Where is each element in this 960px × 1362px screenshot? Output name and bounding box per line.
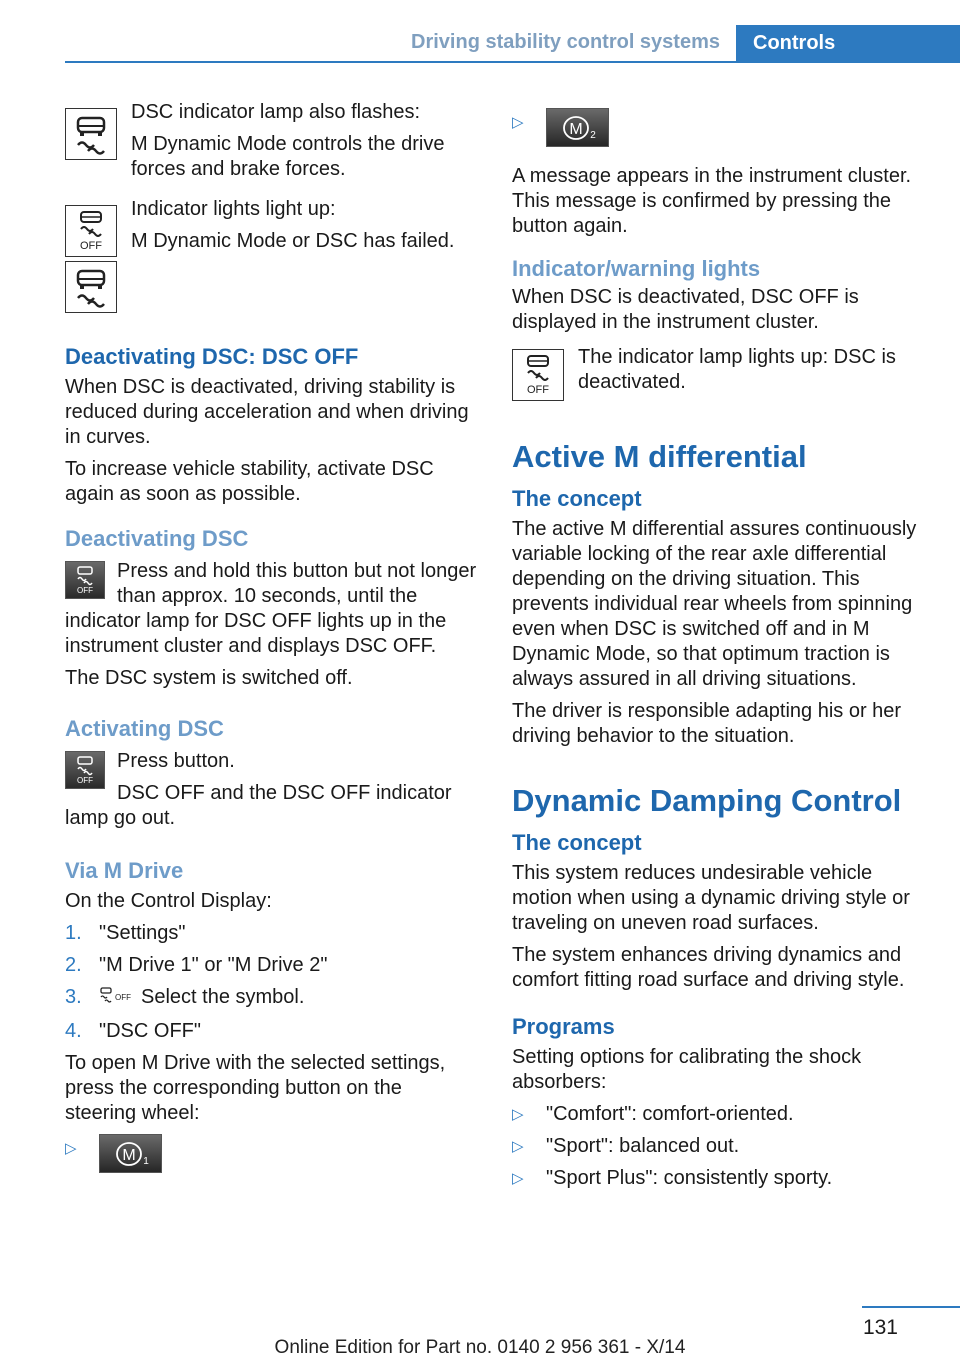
ddc-paragraph-2: The system enhances driving dynamics and comfort fitting road surface and driving style. [512,943,905,991]
m1-bullet [65,1134,478,1176]
dsc-off-button-icon [65,561,105,599]
message-paragraph: A message appears in the instrument cluster. This message is confirmed by pressing the button again. [512,164,912,237]
deact-sub-paragraph-2: The DSC system is switched off. [65,667,353,689]
svg-text:2: 2 [589,129,596,141]
m-drive-steps-list [65,921,478,1044]
m2-button-icon [546,108,609,147]
active-m-differential-heading: Active M differential [512,438,807,474]
deact-sub-paragraph-1: Press and hold this button but not longer than approx. 10 seconds, until the indicator lamp for DSC OFF lights up in the instrument cluster and displays DSC OFF. [65,560,477,657]
list-item: 1. "Settings" [65,922,186,944]
programs-list [512,1102,932,1191]
header-section-title: Driving stability control systems [411,31,720,53]
svg-text:1: 1 [142,1155,149,1167]
amd-concept-heading: The concept [512,485,642,511]
lamp1-line1: DSC indicator lamp also flashes: [131,101,421,123]
footer-rule [862,1306,960,1308]
via-m-drive-heading: Via M Drive [65,858,184,883]
dsc-off-lamp-icon [65,205,117,257]
amd-paragraph-1: The active M differential assures continuously variable locking of the rear axle differential depending on the driving situation. This prevents individual rear wheels from spinning even when DSC is switched off and in M Dynamic Mode, so that optimum traction is always assured in all driving situations. [512,517,917,690]
list-item: ▷ "Sport Plus": consistently sporty. [512,1166,833,1189]
m2-bullet [512,108,932,150]
bullet-triangle-icon: ▷ [512,1105,524,1123]
lamp-row-dsc-flash [65,100,478,182]
list-item: ▷ "Sport": balanced out. [512,1134,740,1157]
dsc-off-lamp-icon-2 [512,349,564,401]
svg-text:M: M [121,1146,136,1164]
list-item: 4. "DSC OFF" [65,1020,201,1042]
deact-paragraph-2: To increase vehicle stability, activate DSC again as soon as possible. [65,458,434,505]
dsc-skid-lamp-icon-2 [65,261,117,313]
footer-edition-text: Online Edition for Part no. 0140 2 956 361 - X/14 [274,1337,686,1358]
lamp-deactivated-text: The indicator lamp lights up: DSC is deactivated. [578,345,896,393]
header-rule [65,61,960,63]
list-item: 2. "M Drive 1" or "M Drive 2" [65,954,328,976]
svg-text:M: M [568,120,583,138]
activating-dsc-heading: Activating DSC [65,716,224,741]
page-number: 131 [862,1316,898,1339]
right-column [512,100,932,1198]
programs-heading: Programs [512,1013,615,1039]
lamp-off-text: OFF [80,240,102,252]
act-paragraph-2: DSC OFF and the DSC OFF indicator lamp go out. [65,782,452,829]
deact-sub-block [65,559,478,659]
dynamic-damping-control-heading: Dynamic Damping Control [512,782,902,818]
btn-off-text: OFF [77,586,93,595]
amd-paragraph-2: The driver is responsible adapting his or her driving behavior to the situation. [512,699,902,747]
bullet-triangle-icon: ▷ [65,1140,77,1157]
dsc-skid-lamp-icon [65,108,117,160]
ddc-concept-heading: The concept [512,829,642,855]
indicator-warning-lights-heading: Indicator/warning lights [512,255,761,281]
svg-text:OFF: OFF [527,383,549,396]
dsc-off-symbol-icon [99,987,133,1012]
lamp1-line2: M Dynamic Mode controls the drive forces and brake forces. [131,133,445,180]
left-column [65,100,478,1176]
programs-paragraph: Setting options for calibrating the shock absorbers: [512,1045,862,1093]
header-chapter-tab: Controls [736,25,960,63]
m1-button-icon [99,1134,162,1173]
indicator-paragraph: When DSC is deactivated, DSC OFF is displayed in the instrument cluster. [512,285,859,333]
lamp-row-deactivated [512,345,932,401]
list-item: ▷ "Comfort": comfort-oriented. [512,1102,794,1125]
bullet-triangle-icon: ▷ [512,1137,524,1155]
lamp-row-failed [65,197,478,254]
svg-text:OFF: OFF [115,993,131,1002]
via-paragraph: On the Control Display: [65,890,272,912]
bullet-triangle-icon: ▷ [512,1169,524,1187]
open-m-drive-paragraph: To open M Drive with the selected settings, press the corresponding button on the steering wheel: [65,1052,446,1124]
list-item: 3. OFF Select the symbol. [65,985,478,1012]
deactivating-dsc-off-heading: Deactivating DSC: DSC OFF [65,344,359,369]
btn-off-text-2: OFF [77,776,93,785]
act-paragraph-1: Press button. [117,750,235,772]
deactivating-dsc-heading: Deactivating DSC [65,526,249,551]
lamp2-line1: Indicator lights light up: [131,198,336,220]
dsc-off-button-icon-2 [65,751,105,789]
ddc-paragraph-1: This system reduces undesirable vehicle motion when using a dynamic driving style or traveling on uneven road surfaces. [512,861,910,934]
deact-paragraph-1: When DSC is deactivated, driving stability is reduced during acceleration and when driving in curves. [65,376,469,448]
bullet-triangle-icon: ▷ [512,114,524,131]
act-block [65,749,478,831]
lamp2-line2: M Dynamic Mode or DSC has failed. [131,230,455,252]
